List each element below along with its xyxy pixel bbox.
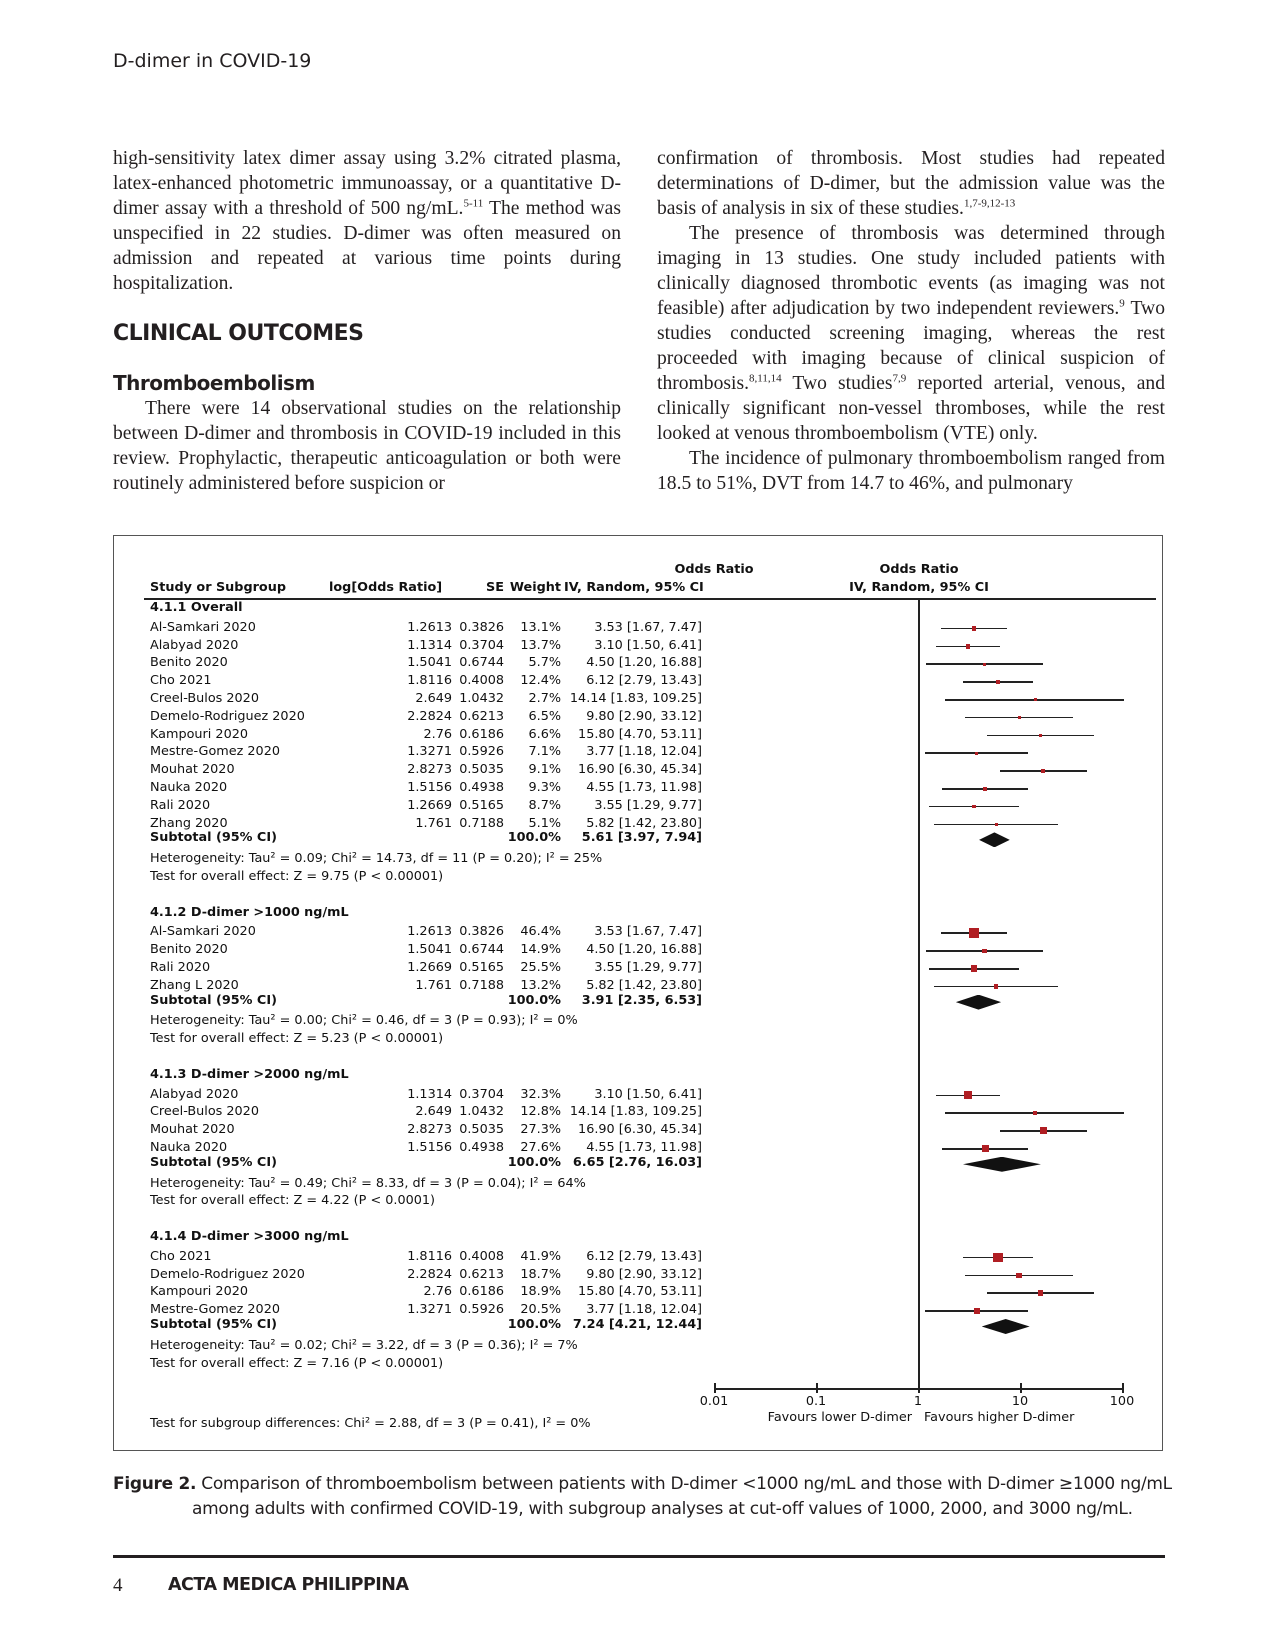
point-estimate-marker xyxy=(993,1253,1003,1263)
standard-error: 0.5035 xyxy=(459,762,504,778)
right-column xyxy=(657,146,1165,496)
null-effect-line xyxy=(918,598,920,1390)
log-odds-ratio: 1.3271 xyxy=(407,744,452,760)
study-name: Demelo-Rodriguez 2020 xyxy=(150,1266,305,1282)
log-odds-ratio: 2.76 xyxy=(423,726,452,742)
footer-rule xyxy=(113,1555,1165,1558)
log-odds-ratio: 1.8116 xyxy=(407,673,452,689)
standard-error: 0.4008 xyxy=(459,673,504,689)
odds-ratio-ci: 5.82 [1.42, 23.80] xyxy=(586,977,702,993)
study-name: Mouhat 2020 xyxy=(150,762,235,778)
standard-error: 0.5165 xyxy=(459,797,504,813)
log-odds-ratio: 1.2669 xyxy=(407,797,452,813)
subtotal-ci: 3.91 [2.35, 6.53] xyxy=(581,992,702,1008)
paragraph: The presence of thrombosis was determined through imaging in 13 studies. One study included patients with clinically diagnosed thrombotic events (as imaging was not feasible) after adjudication by two independent reviewers.$^9$ Two studies conducted screening imaging, whereas the rest proceeded with imaging because of clinical suspicion of thrombosis.$^{8,11,14}$ Two studies$^{7,9}$ reported arterial, venous, and clinically significant non-vessel thromboses, while the rest looked at venous thromboembolism (VTE) only. xyxy=(657,223,1166,444)
weight: 8.7% xyxy=(528,797,561,813)
study-name: Alabyad 2020 xyxy=(150,1086,239,1102)
point-estimate-marker xyxy=(971,965,978,972)
study-name: Zhang 2020 xyxy=(150,815,228,831)
log-odds-ratio: 1.3271 xyxy=(407,1302,452,1318)
standard-error: 0.5035 xyxy=(459,1122,504,1138)
point-estimate-marker xyxy=(1039,734,1042,737)
odds-ratio-ci: 6.12 [2.79, 13.43] xyxy=(586,673,702,689)
standard-error: 0.3704 xyxy=(459,1086,504,1102)
figure-caption: Figure 2. Comparison of thromboembolism between patients with D-dimer <1000 ng/mL and those with D-dimer ≥1000 ng/mL among adults with confirmed COVID-19, with subgroup analyses at cut-off values of 1000, 2000, and 3000 ng/mL. xyxy=(113,1474,1172,1519)
point-estimate-marker xyxy=(1041,769,1045,773)
axis-tick-label: 1 xyxy=(913,1394,923,1409)
axis-label-right: Favours higher D-dimer xyxy=(924,1410,1075,1425)
or-column-header-bottom: IV, Random, 95% CI xyxy=(564,580,704,595)
subtotal-label: Subtotal (95% CI) xyxy=(150,830,277,846)
odds-ratio-ci: 3.10 [1.50, 6.41] xyxy=(594,1086,702,1102)
weight: 13.2% xyxy=(520,977,561,993)
standard-error: 0.4938 xyxy=(459,1140,504,1155)
weight-column-header: Weight xyxy=(509,580,561,595)
study-name: Nauka 2020 xyxy=(150,780,228,795)
point-estimate-marker xyxy=(1040,1127,1047,1134)
axis-tick-label: 100 xyxy=(1109,1394,1135,1409)
odds-ratio-ci: 3.55 [1.29, 9.77] xyxy=(594,960,702,975)
point-estimate-marker xyxy=(972,805,976,809)
odds-ratio-ci: 9.80 [2.90, 33.12] xyxy=(586,708,702,724)
study-name: Creel-Bulos 2020 xyxy=(150,691,259,706)
point-estimate-marker xyxy=(966,644,970,648)
odds-ratio-ci: 15.80 [4.70, 53.11] xyxy=(578,1284,702,1300)
study-name: Mestre-Gomez 2020 xyxy=(150,1302,280,1318)
weight: 5.1% xyxy=(528,815,561,831)
weight: 6.5% xyxy=(528,708,561,724)
log-odds-ratio: 1.2613 xyxy=(407,924,452,940)
standard-error: 0.7188 xyxy=(459,815,504,831)
log-odds-ratio: 1.761 xyxy=(415,977,452,993)
study-name: Al-Samkari 2020 xyxy=(150,924,256,940)
weight: 7.1% xyxy=(528,744,561,760)
weight: 32.3% xyxy=(520,1086,561,1102)
standard-error: 0.4938 xyxy=(459,780,504,795)
subtotal-label: Subtotal (95% CI) xyxy=(150,1317,277,1332)
odds-ratio-ci: 4.50 [1.20, 16.88] xyxy=(586,655,702,671)
weight: 18.7% xyxy=(520,1266,561,1282)
odds-ratio-ci: 15.80 [4.70, 53.11] xyxy=(578,726,702,742)
point-estimate-marker xyxy=(974,1308,980,1314)
subgroup-title: 4.1.3 D-dimer >2000 ng/mL xyxy=(150,1066,349,1082)
weight: 5.7% xyxy=(528,655,561,671)
study-name: Al-Samkari 2020 xyxy=(150,619,256,635)
odds-ratio-ci: 3.10 [1.50, 6.41] xyxy=(594,637,702,653)
point-estimate-marker xyxy=(994,984,998,988)
log-odds-ratio: 2.2824 xyxy=(407,708,452,724)
odds-ratio-ci: 3.77 [1.18, 12.04] xyxy=(586,744,702,760)
point-estimate-marker xyxy=(1016,1273,1021,1278)
standard-error: 0.6186 xyxy=(459,726,504,742)
odds-ratio-ci: 9.80 [2.90, 33.12] xyxy=(586,1266,702,1282)
running-head: D-dimer in COVID-19 xyxy=(113,50,312,72)
header-rule xyxy=(144,598,1156,600)
odds-ratio-ci: 3.55 [1.29, 9.77] xyxy=(594,797,702,813)
study-name: Rali 2020 xyxy=(150,797,211,813)
paragraph: confirmation of thrombosis. Most studies had repeated determinations of D-dimer, but the admission value was the basis of analysis in six of these studies.$^{1,7-9,12-13}$ xyxy=(657,148,1165,219)
point-estimate-marker xyxy=(982,949,987,954)
odds-ratio-ci: 3.53 [1.67, 7.47] xyxy=(594,924,702,940)
plot-header-bottom: IV, Random, 95% CI xyxy=(849,580,989,595)
study-name: Creel-Bulos 2020 xyxy=(150,1104,259,1120)
heterogeneity-stats: Heterogeneity: Tau² = 0.02; Chi² = 3.22, df = 3 (P = 0.36); I² = 7% xyxy=(150,1337,578,1353)
log-odds-ratio: 1.1314 xyxy=(407,1086,452,1102)
se-column-header: SE xyxy=(486,580,504,595)
study-name: Mouhat 2020 xyxy=(150,1122,235,1138)
odds-ratio-ci: 3.77 [1.18, 12.04] xyxy=(586,1302,702,1318)
section-heading: CLINICAL OUTCOMES xyxy=(113,321,364,346)
odds-ratio-ci: 4.55 [1.73, 11.98] xyxy=(586,1140,702,1155)
axis-tick-label: 0.1 xyxy=(805,1394,827,1409)
figure-label: Figure 2. xyxy=(113,1474,197,1494)
log-odds-ratio: 2.2824 xyxy=(407,1266,452,1282)
axis-tick xyxy=(714,1383,716,1393)
weight: 14.9% xyxy=(520,942,561,958)
study-name: Cho 2021 xyxy=(150,1248,212,1264)
standard-error: 1.0432 xyxy=(459,691,504,706)
weight: 27.6% xyxy=(520,1140,561,1155)
weight: 25.5% xyxy=(520,960,561,975)
weight: 12.4% xyxy=(520,673,561,689)
standard-error: 0.5926 xyxy=(459,744,504,760)
standard-error: 0.5926 xyxy=(459,1302,504,1318)
standard-error: 0.6213 xyxy=(459,1266,504,1282)
standard-error: 0.7188 xyxy=(459,977,504,993)
weight: 20.5% xyxy=(520,1302,561,1318)
weight: 2.7% xyxy=(528,691,561,706)
paragraph: There were 14 observational studies on the relationship between D-dimer and thrombosis in COVID-19 included in this review. Prophylactic, therapeutic anticoagulation or both were routinely administered before suspicion or xyxy=(113,398,621,494)
standard-error: 0.6213 xyxy=(459,708,504,724)
odds-ratio-ci: 6.12 [2.79, 13.43] xyxy=(586,1248,702,1264)
odds-ratio-ci: 16.90 [6.30, 45.34] xyxy=(578,1122,702,1138)
point-estimate-marker xyxy=(1038,1290,1043,1295)
subtotal-weight: 100.0% xyxy=(507,1317,561,1332)
standard-error: 0.3826 xyxy=(459,619,504,635)
point-estimate-marker xyxy=(996,680,1000,684)
pooled-estimate-diamond xyxy=(963,1157,1041,1172)
point-estimate-marker xyxy=(1018,716,1021,719)
odds-ratio-ci: 4.50 [1.20, 16.88] xyxy=(586,942,702,958)
odds-ratio-ci: 14.14 [1.83, 109.25] xyxy=(569,691,702,706)
study-name: Kampouri 2020 xyxy=(150,1284,248,1300)
weight: 41.9% xyxy=(520,1248,561,1264)
subgroup-differences-test: Test for subgroup differences: Chi² = 2.88, df = 3 (P = 0.41), I² = 0% xyxy=(150,1416,591,1431)
point-estimate-marker xyxy=(972,626,976,630)
overall-effect-test: Test for overall effect: Z = 5.23 (P < 0.00001) xyxy=(150,1031,444,1047)
study-name: Kampouri 2020 xyxy=(150,726,248,742)
subgroup-title: 4.1.1 Overall xyxy=(150,600,243,615)
subtotal-ci: 7.24 [4.21, 12.44] xyxy=(572,1317,702,1332)
standard-error: 0.5165 xyxy=(459,960,504,975)
standard-error: 0.6744 xyxy=(459,655,504,671)
weight: 46.4% xyxy=(520,924,561,940)
weight: 12.8% xyxy=(520,1104,561,1120)
log-odds-ratio: 2.649 xyxy=(415,1104,452,1120)
log-odds-ratio: 1.2669 xyxy=(407,960,452,975)
log-odds-ratio: 1.5156 xyxy=(407,1140,452,1155)
axis-label-left: Favours lower D-dimer xyxy=(767,1410,912,1425)
overall-effect-test: Test for overall effect: Z = 7.16 (P < 0.00001) xyxy=(150,1355,444,1371)
axis-tick-label: 0.01 xyxy=(699,1394,729,1409)
subtotal-ci: 5.61 [3.97, 7.94] xyxy=(581,830,702,846)
point-estimate-marker xyxy=(983,663,986,666)
heterogeneity-stats: Heterogeneity: Tau² = 0.00; Chi² = 0.46, df = 3 (P = 0.93); I² = 0% xyxy=(150,1013,578,1029)
log-odds-ratio: 2.8273 xyxy=(407,1122,452,1138)
log-odds-ratio: 1.1314 xyxy=(407,637,452,653)
odds-ratio-ci: 4.55 [1.73, 11.98] xyxy=(586,780,702,795)
weight: 18.9% xyxy=(520,1284,561,1300)
odds-ratio-ci: 3.53 [1.67, 7.47] xyxy=(594,619,702,635)
heterogeneity-stats: Heterogeneity: Tau² = 0.49; Chi² = 8.33, df = 3 (P = 0.04); I² = 64% xyxy=(150,1175,586,1191)
log-odds-ratio: 2.8273 xyxy=(407,762,452,778)
heterogeneity-stats: Heterogeneity: Tau² = 0.09; Chi² = 14.73, df = 11 (P = 0.20); I² = 25% xyxy=(150,851,603,867)
log-odds-ratio: 1.2613 xyxy=(407,619,452,635)
point-estimate-marker xyxy=(964,1091,972,1099)
standard-error: 1.0432 xyxy=(459,1104,504,1120)
weight: 9.1% xyxy=(528,762,561,778)
point-estimate-marker xyxy=(1033,1111,1037,1115)
weight: 9.3% xyxy=(528,780,561,795)
log-odds-ratio: 1.5041 xyxy=(407,655,452,671)
standard-error: 0.3704 xyxy=(459,637,504,653)
standard-error: 0.6744 xyxy=(459,942,504,958)
study-name: Zhang L 2020 xyxy=(150,977,239,993)
subtotal-label: Subtotal (95% CI) xyxy=(150,992,277,1008)
subtotal-ci: 6.65 [2.76, 16.03] xyxy=(572,1154,702,1170)
left-column xyxy=(113,146,621,496)
study-name: Cho 2021 xyxy=(150,673,212,689)
journal-name: ACTA MEDICA PHILIPPINA xyxy=(168,1575,409,1595)
or-column-header-top: Odds Ratio xyxy=(674,562,754,577)
log-odds-ratio: 1.8116 xyxy=(407,1248,452,1264)
odds-ratio-ci: 5.82 [1.42, 23.80] xyxy=(586,815,702,831)
study-name: Demelo-Rodriguez 2020 xyxy=(150,708,305,724)
subtotal-weight: 100.0% xyxy=(507,830,561,846)
standard-error: 0.4008 xyxy=(459,1248,504,1264)
weight: 6.6% xyxy=(528,726,561,742)
subtotal-weight: 100.0% xyxy=(507,992,561,1008)
subgroup-title: 4.1.4 D-dimer >3000 ng/mL xyxy=(150,1229,349,1244)
log-odds-ratio: 1.5041 xyxy=(407,942,452,958)
axis-tick xyxy=(1122,1383,1124,1393)
axis-tick xyxy=(816,1383,818,1393)
log-odds-ratio: 2.76 xyxy=(423,1284,452,1300)
overall-effect-test: Test for overall effect: Z = 4.22 (P < 0.0001) xyxy=(150,1193,436,1209)
axis-tick-label: 10 xyxy=(1011,1394,1029,1409)
study-name: Mestre-Gomez 2020 xyxy=(150,744,280,760)
subtotal-label: Subtotal (95% CI) xyxy=(150,1154,277,1170)
weight: 27.3% xyxy=(520,1122,561,1138)
pooled-estimate-diamond xyxy=(982,1319,1030,1334)
point-estimate-marker xyxy=(975,752,978,755)
study-name: Nauka 2020 xyxy=(150,1140,228,1155)
log-odds-ratio: 1.761 xyxy=(415,815,452,831)
standard-error: 0.3826 xyxy=(459,924,504,940)
pooled-estimate-diamond xyxy=(979,832,1010,847)
point-estimate-marker xyxy=(969,928,979,938)
odds-ratio-ci: 14.14 [1.83, 109.25] xyxy=(569,1104,702,1120)
log-odds-ratio: 1.5156 xyxy=(407,780,452,795)
standard-error: 0.6186 xyxy=(459,1284,504,1300)
subgroup-title: 4.1.2 D-dimer >1000 ng/mL xyxy=(150,904,349,920)
paragraph: The incidence of pulmonary thromboembolism ranged from 18.5 to 51%, DVT from 14.7 to 46%, and pulmonary xyxy=(657,448,1165,494)
point-estimate-marker xyxy=(983,787,987,791)
odds-ratio-ci: 16.90 [6.30, 45.34] xyxy=(578,762,702,778)
plot-header-top: Odds Ratio xyxy=(879,562,959,577)
paragraph: high-sensitivity latex dimer assay using 3.2% citrated plasma, latex-enhanced photometric immunoassay, or a quantitative D-dimer assay with a threshold of 500 ng/mL.$^{5-11}$ The method was unspecified in 22 studies. D-dimer was often measured on admission and repeated at various time points during hospitalization. xyxy=(113,148,621,294)
log-or-column-header: log[Odds Ratio] xyxy=(329,580,443,595)
axis-tick xyxy=(1020,1383,1022,1393)
point-estimate-marker xyxy=(982,1145,989,1152)
weight: 13.1% xyxy=(520,619,561,635)
pooled-estimate-diamond xyxy=(956,995,1001,1010)
point-estimate-marker xyxy=(995,823,998,826)
study-name: Benito 2020 xyxy=(150,655,228,671)
log-odds-ratio: 2.649 xyxy=(415,691,452,706)
study-name: Benito 2020 xyxy=(150,942,228,958)
study-name: Rali 2020 xyxy=(150,960,211,975)
page-number: 4 xyxy=(113,1575,123,1596)
point-estimate-marker xyxy=(1034,698,1037,701)
axis-tick xyxy=(918,1383,920,1393)
weight: 13.7% xyxy=(520,637,561,653)
study-column-header: Study or Subgroup xyxy=(150,580,286,595)
study-name: Alabyad 2020 xyxy=(150,637,239,653)
subtotal-weight: 100.0% xyxy=(507,1154,561,1170)
forest-plot-figure xyxy=(113,535,1163,1451)
subsection-heading: Thromboembolism xyxy=(113,371,315,395)
overall-effect-test: Test for overall effect: Z = 9.75 (P < 0.00001) xyxy=(150,869,444,884)
